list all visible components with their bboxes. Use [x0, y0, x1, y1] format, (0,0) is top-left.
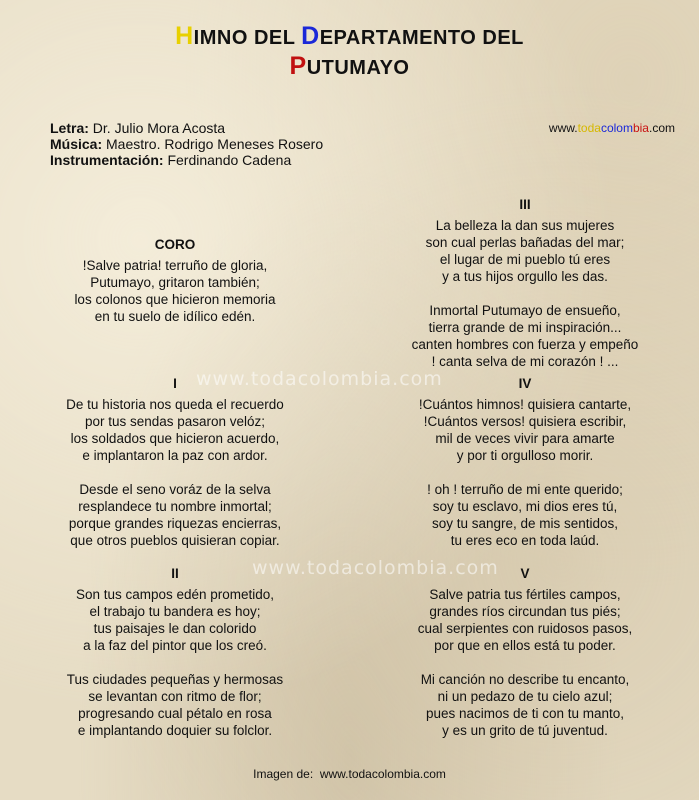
stanza-heading: IV	[518, 376, 532, 391]
stanza-paragraph	[0, 586, 350, 654]
verse-line: Tus ciudades pequeñas y hermosas	[66, 672, 284, 687]
verse-line: y es un grito de tú juventud.	[442, 723, 608, 738]
verse-line: grandes ríos circundan tus piés;	[429, 604, 621, 619]
stanza-i	[0, 375, 350, 549]
stanza-iv	[350, 375, 699, 549]
verse-line: porque grandes riquezas encierras,	[68, 516, 282, 531]
verse-line: se levantan con ritmo de flor;	[88, 689, 262, 704]
verse-line: y a tus hijos orgullo les das.	[442, 269, 608, 284]
verse-line: mil de veces vivir para amarte	[435, 431, 615, 446]
credit-lyrics: Letra: Dr. Julio Mora Acosta	[50, 120, 226, 136]
title-text-utumayo: UTUMAYO	[306, 57, 410, 79]
stanza-paragraph	[350, 217, 699, 285]
verse-line: Mi canción no describe tu encanto,	[420, 672, 630, 687]
title-initial-p: P	[289, 52, 307, 80]
title-text-epartamento-del: EPARTAMENTO DEL	[319, 27, 524, 49]
stanza-iii	[350, 196, 699, 370]
anthem-title-line-1	[0, 22, 699, 51]
verse-line: son cual perlas bañadas del mar;	[425, 235, 625, 250]
verse-line: tu eres eco en toda laúd.	[450, 533, 600, 548]
stanza-paragraph	[0, 481, 350, 549]
verse-line: pues nacimos de ti con tu manto,	[425, 706, 625, 721]
verse-line: De tu historia nos queda el recuerdo	[66, 397, 284, 412]
verse-line: el trabajo tu bandera es hoy;	[89, 604, 261, 619]
verse-line: que otros pueblos quisieran copiar.	[70, 533, 280, 548]
verse-line: ni un pedazo de tu cielo azul;	[437, 689, 613, 704]
verse-line: los colonos que hicieron memoria	[74, 292, 276, 307]
verse-line: Son tus campos edén prometido,	[75, 587, 275, 602]
verse-line: Desde el seno voráz de la selva	[79, 482, 271, 497]
watermark-text: www.todacolombia.com	[196, 368, 443, 390]
stanza-coro	[0, 236, 350, 325]
verse-line: resplandece tu nombre inmortal;	[78, 499, 272, 514]
verse-line: tus paisajes le dan colorido	[93, 621, 257, 636]
image-credit-footer	[0, 767, 699, 781]
stanza-paragraph	[0, 257, 350, 325]
verse-line: Salve patria tus fértiles campos,	[429, 587, 621, 602]
stanza-heading: V	[520, 566, 530, 581]
stanza-heading: II	[171, 566, 179, 581]
verse-line: La belleza la dan sus mujeres	[435, 218, 615, 233]
verse-line: y por ti orgulloso morir.	[456, 448, 594, 463]
verse-line: ! oh ! terruño de mi ente querido;	[427, 482, 623, 497]
verse-line: cual serpientes con ruidosos pasos,	[417, 621, 633, 636]
footer-label: Imagen de:	[253, 767, 314, 781]
verse-line: e implantaron la paz con ardor.	[82, 448, 268, 463]
verse-line: el lugar de mi pueblo tú eres	[439, 252, 611, 267]
stanza-paragraph	[350, 671, 699, 739]
title-text-imno-del: IMNO DEL	[193, 27, 302, 49]
website-link[interactable]: www.todacolombia.com	[548, 121, 675, 135]
verse-line: soy tu sangre, de mis sentidos,	[431, 516, 619, 531]
verse-line: soy tu esclavo, mi dios eres tú,	[432, 499, 618, 514]
stanza-ii	[0, 565, 350, 739]
stanza-paragraph	[350, 302, 699, 370]
stanza-paragraph	[350, 481, 699, 549]
stanza-heading: I	[173, 376, 177, 391]
verse-line: canten hombres con fuerza y empeño	[411, 337, 639, 352]
credit-instrumentation: Instrumentación: Ferdinando Cadena	[50, 152, 292, 168]
verse-line: Inmortal Putumayo de ensueño,	[429, 303, 621, 318]
verse-line: progresando cual pétalo en rosa	[78, 706, 272, 721]
anthem-title-line-2	[0, 52, 699, 81]
stanza-heading: CORO	[154, 237, 196, 252]
stanza-paragraph	[0, 671, 350, 739]
verse-line: por que en ellos está tu poder.	[434, 638, 616, 653]
stanza-paragraph	[0, 396, 350, 464]
title-initial-d: D	[301, 22, 320, 50]
stanza-paragraph	[350, 396, 699, 464]
verse-line: a la faz del pintor que los creó.	[83, 638, 267, 653]
verse-line: e implantando doquier su folclor.	[77, 723, 273, 738]
verse-line: !Cuántos himnos! quisiera cantarte,	[418, 397, 632, 412]
stanza-paragraph	[350, 586, 699, 654]
verse-line: !Cuántos versos! quisiera escribir,	[423, 414, 627, 429]
watermark-text: www.todacolombia.com	[252, 557, 499, 579]
verse-line: los soldados que hicieron acuerdo,	[70, 431, 280, 446]
verse-line: tierra grande de mi inspiración...	[428, 320, 622, 335]
credit-music: Música: Maestro. Rodrigo Meneses Rosero	[50, 136, 324, 152]
verse-line: por tus sendas pasaron velóz;	[84, 414, 266, 429]
footer-url[interactable]: www.todacolombia.com	[319, 767, 446, 781]
title-initial-h: H	[175, 22, 194, 50]
verse-line: en tu suelo de idílico edén.	[94, 309, 256, 324]
verse-line: ! canta selva de mi corazón ! ...	[431, 354, 619, 369]
verse-line: Putumayo, gritaron también;	[90, 275, 260, 290]
credits-block	[50, 120, 323, 168]
stanza-heading: III	[519, 197, 531, 212]
verse-line: !Salve patria! terruño de gloria,	[82, 258, 268, 273]
stanza-v	[350, 565, 699, 739]
